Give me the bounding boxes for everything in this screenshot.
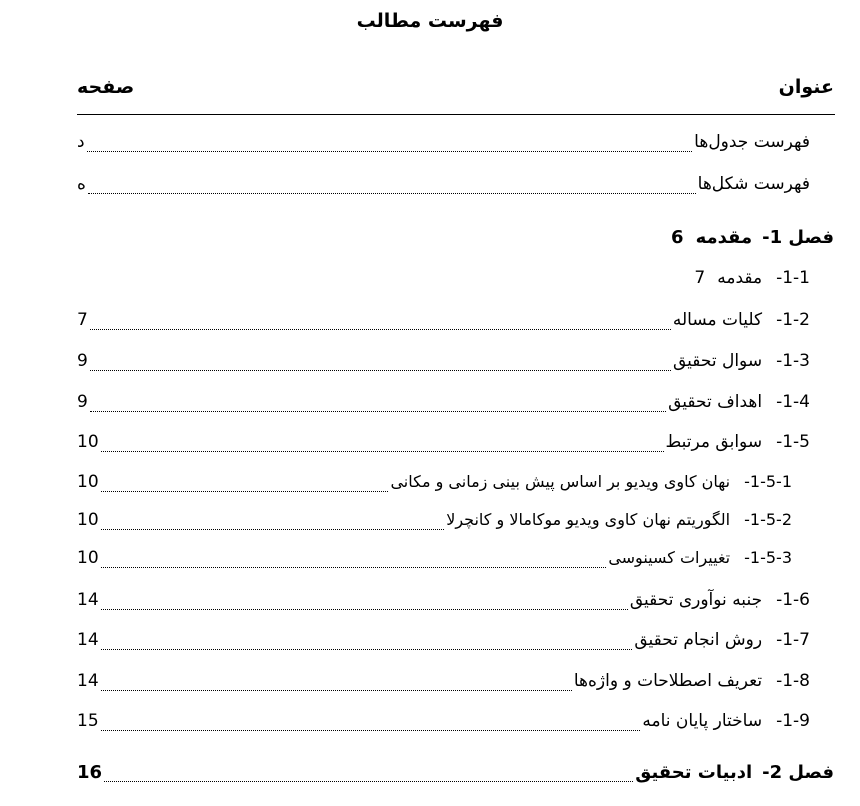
- toc-subentry[interactable]: [77, 472, 792, 498]
- dot-leader: [88, 176, 696, 194]
- toc-entry[interactable]: [694, 268, 810, 294]
- toc-entry-label: نهان کاوی ویدیو بر اساس پیش بینی زمانی و مکانی: [390, 472, 731, 491]
- toc-entry-number: فصل 1-: [762, 227, 834, 248]
- toc-entry-label: سوال تحقیق: [672, 351, 763, 371]
- toc-entry-page: 14: [77, 590, 99, 610]
- toc-entry[interactable]: [77, 351, 810, 377]
- toc-entry-label: روش انجام تحقیق: [634, 630, 763, 650]
- toc-entry-number: 1-1-: [776, 268, 810, 288]
- toc-entry[interactable]: [77, 590, 810, 616]
- toc-entry-page: 7: [694, 268, 706, 288]
- toc-entry-number: 1-5-1-: [744, 472, 792, 491]
- toc-entry-page: 16: [77, 762, 103, 783]
- toc-entry-label: مقدمه: [717, 268, 763, 288]
- dot-leader: [101, 592, 628, 610]
- toc-entry[interactable]: [77, 392, 810, 418]
- toc-entry-page: 7: [77, 310, 88, 330]
- toc-entry-page: 6: [671, 227, 684, 248]
- toc-entry-page: 9: [77, 351, 88, 371]
- toc-entry-number: 1-9-: [776, 711, 810, 731]
- toc-entry-number: 1-8-: [776, 671, 810, 691]
- dot-leader: [101, 513, 445, 530]
- toc-entry-label: فهرست شکل‌ها: [697, 174, 810, 194]
- dot-leader: [90, 353, 671, 371]
- toc-entry[interactable]: [77, 630, 810, 656]
- toc-entry-page: 14: [77, 630, 99, 650]
- toc-entry-label: مقدمه: [695, 227, 753, 248]
- toc-entry[interactable]: [77, 711, 810, 737]
- toc-entry-page: 9: [77, 392, 88, 412]
- toc-entry-page: 10: [77, 472, 99, 492]
- dot-leader: [90, 312, 671, 330]
- toc-entry-number: 1-5-2-: [744, 510, 792, 529]
- toc-entry-number: 1-2-: [776, 310, 810, 330]
- dot-leader: [101, 434, 664, 452]
- toc-entry-label: تعریف اصطلاحات و واژه‌ها: [573, 671, 763, 691]
- toc-entry-label: سوابق مرتبط: [665, 432, 763, 452]
- toc-entry[interactable]: [77, 671, 810, 697]
- toc-entry-label: فهرست جدول‌ها: [694, 132, 810, 152]
- toc-entry-page: ه: [77, 174, 86, 194]
- header-divider: [77, 114, 835, 115]
- page-title: فهرست مطالب: [356, 10, 504, 32]
- toc-entry-number: 1-3-: [776, 351, 810, 371]
- dot-leader: [101, 632, 633, 650]
- toc-entry-page: 10: [77, 432, 99, 452]
- toc-entry-number: 1-5-: [776, 432, 810, 452]
- toc-subentry[interactable]: [77, 510, 792, 536]
- toc-entry-label: ساختار پایان نامه: [642, 711, 763, 731]
- toc-entry-number: 1-4-: [776, 392, 810, 412]
- dot-leader: [104, 763, 633, 782]
- dot-leader: [101, 475, 389, 492]
- toc-entry[interactable]: [77, 310, 810, 336]
- dot-leader: [101, 673, 572, 691]
- toc-entry-number: فصل 2-: [762, 762, 834, 783]
- toc-entry-number: 1-6-: [776, 590, 810, 610]
- toc-entry-page: 15: [77, 711, 99, 731]
- dot-leader: [90, 394, 666, 412]
- toc-entry-label: ادبیات تحقیق: [635, 762, 753, 783]
- toc-chapter-entry[interactable]: [671, 227, 834, 253]
- toc-entry-page: 14: [77, 671, 99, 691]
- column-header-page: صفحه: [77, 76, 135, 98]
- toc-entry-label: تغییرات کسینوسی: [608, 548, 731, 567]
- toc-entry[interactable]: [77, 174, 810, 200]
- toc-entry-page: 10: [77, 548, 99, 568]
- toc-entry[interactable]: [77, 132, 810, 158]
- toc-entry-label: الگوریتم نهان کاوی ویدیو موکامالا و کانچرلا: [446, 510, 731, 529]
- toc-subentry[interactable]: [77, 548, 792, 574]
- toc-chapter-entry[interactable]: [77, 762, 834, 788]
- toc-entry-page: 10: [77, 510, 99, 530]
- dot-leader: [101, 551, 607, 568]
- toc-entry-page: د: [77, 132, 85, 152]
- toc-entry-label: اهداف تحقیق: [668, 392, 763, 412]
- toc-entry-label: جنبه نوآوری تحقیق: [629, 590, 763, 610]
- toc-entry[interactable]: [77, 432, 810, 458]
- toc-entry-number: 1-5-3-: [744, 548, 792, 567]
- toc-entry-number: 1-7-: [776, 630, 810, 650]
- dot-leader: [101, 713, 641, 731]
- column-header-title: عنوان: [778, 76, 834, 98]
- toc-entry-label: کلیات مساله: [672, 310, 763, 330]
- dot-leader: [87, 134, 693, 152]
